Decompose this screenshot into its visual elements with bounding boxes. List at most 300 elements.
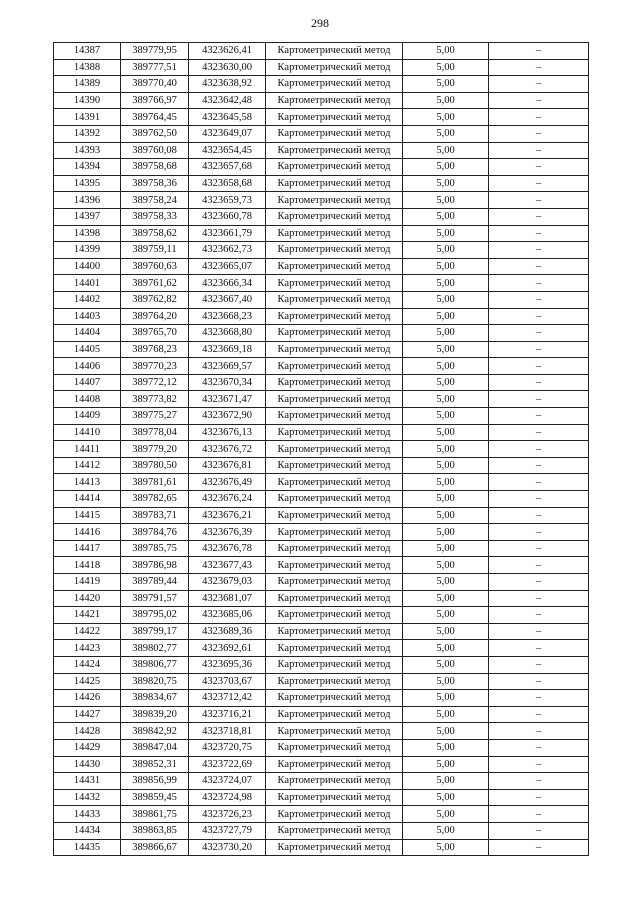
point-number-cell: 14411 bbox=[54, 441, 121, 458]
method-cell: Картометрический метод bbox=[266, 374, 403, 391]
table-row bbox=[54, 640, 589, 657]
x-coordinate-cell: 389758,68 bbox=[121, 159, 189, 176]
accuracy-cell: 5,00 bbox=[403, 208, 489, 225]
method-cell: Картометрический метод bbox=[266, 341, 403, 358]
method-cell: Картометрический метод bbox=[266, 358, 403, 375]
table-row bbox=[54, 225, 589, 242]
method-cell: Картометрический метод bbox=[266, 723, 403, 740]
note-cell: – bbox=[489, 590, 589, 607]
y-coordinate-cell: 4323667,40 bbox=[189, 291, 266, 308]
note-cell: – bbox=[489, 723, 589, 740]
table-row bbox=[54, 590, 589, 607]
note-cell: – bbox=[489, 640, 589, 657]
y-coordinate-cell: 4323626,41 bbox=[189, 43, 266, 60]
table-row bbox=[54, 291, 589, 308]
coordinates-table bbox=[53, 42, 589, 856]
x-coordinate-cell: 389820,75 bbox=[121, 673, 189, 690]
method-cell: Картометрический метод bbox=[266, 142, 403, 159]
table-row bbox=[54, 258, 589, 275]
y-coordinate-cell: 4323662,73 bbox=[189, 242, 266, 259]
y-coordinate-cell: 4323724,98 bbox=[189, 789, 266, 806]
note-cell: – bbox=[489, 690, 589, 707]
note-cell: – bbox=[489, 457, 589, 474]
method-cell: Картометрический метод bbox=[266, 524, 403, 541]
point-number-cell: 14418 bbox=[54, 557, 121, 574]
table-row bbox=[54, 358, 589, 375]
point-number-cell: 14388 bbox=[54, 59, 121, 76]
method-cell: Картометрический метод bbox=[266, 773, 403, 790]
method-cell: Картометрический метод bbox=[266, 175, 403, 192]
method-cell: Картометрический метод bbox=[266, 424, 403, 441]
point-number-cell: 14395 bbox=[54, 175, 121, 192]
note-cell: – bbox=[489, 358, 589, 375]
note-cell: – bbox=[489, 607, 589, 624]
x-coordinate-cell: 389764,20 bbox=[121, 308, 189, 325]
table-row bbox=[54, 706, 589, 723]
y-coordinate-cell: 4323645,58 bbox=[189, 109, 266, 126]
y-coordinate-cell: 4323676,21 bbox=[189, 507, 266, 524]
point-number-cell: 14428 bbox=[54, 723, 121, 740]
note-cell: – bbox=[489, 524, 589, 541]
accuracy-cell: 5,00 bbox=[403, 242, 489, 259]
x-coordinate-cell: 389766,97 bbox=[121, 92, 189, 109]
method-cell: Картометрический метод bbox=[266, 92, 403, 109]
y-coordinate-cell: 4323679,03 bbox=[189, 574, 266, 591]
x-coordinate-cell: 389772,12 bbox=[121, 374, 189, 391]
x-coordinate-cell: 389866,67 bbox=[121, 839, 189, 856]
x-coordinate-cell: 389863,85 bbox=[121, 822, 189, 839]
method-cell: Картометрический метод bbox=[266, 291, 403, 308]
x-coordinate-cell: 389775,27 bbox=[121, 408, 189, 425]
y-coordinate-cell: 4323657,68 bbox=[189, 159, 266, 176]
method-cell: Картометрический метод bbox=[266, 391, 403, 408]
y-coordinate-cell: 4323661,79 bbox=[189, 225, 266, 242]
method-cell: Картометрический метод bbox=[266, 192, 403, 209]
point-number-cell: 14426 bbox=[54, 690, 121, 707]
x-coordinate-cell: 389778,04 bbox=[121, 424, 189, 441]
y-coordinate-cell: 4323685,06 bbox=[189, 607, 266, 624]
accuracy-cell: 5,00 bbox=[403, 822, 489, 839]
note-cell: – bbox=[489, 258, 589, 275]
point-number-cell: 14414 bbox=[54, 491, 121, 508]
x-coordinate-cell: 389761,62 bbox=[121, 275, 189, 292]
point-number-cell: 14397 bbox=[54, 208, 121, 225]
table-row bbox=[54, 242, 589, 259]
y-coordinate-cell: 4323718,81 bbox=[189, 723, 266, 740]
note-cell: – bbox=[489, 408, 589, 425]
table-row bbox=[54, 275, 589, 292]
point-number-cell: 14431 bbox=[54, 773, 121, 790]
x-coordinate-cell: 389779,95 bbox=[121, 43, 189, 60]
x-coordinate-cell: 389779,20 bbox=[121, 441, 189, 458]
accuracy-cell: 5,00 bbox=[403, 424, 489, 441]
x-coordinate-cell: 389861,75 bbox=[121, 806, 189, 823]
x-coordinate-cell: 389770,40 bbox=[121, 76, 189, 93]
x-coordinate-cell: 389786,98 bbox=[121, 557, 189, 574]
accuracy-cell: 5,00 bbox=[403, 291, 489, 308]
method-cell: Картометрический метод bbox=[266, 457, 403, 474]
x-coordinate-cell: 389764,45 bbox=[121, 109, 189, 126]
point-number-cell: 14403 bbox=[54, 308, 121, 325]
x-coordinate-cell: 389760,63 bbox=[121, 258, 189, 275]
method-cell: Картометрический метод bbox=[266, 756, 403, 773]
point-number-cell: 14387 bbox=[54, 43, 121, 60]
table-row bbox=[54, 839, 589, 856]
table-row bbox=[54, 325, 589, 342]
point-number-cell: 14413 bbox=[54, 474, 121, 491]
table-row bbox=[54, 175, 589, 192]
method-cell: Картометрический метод bbox=[266, 125, 403, 142]
y-coordinate-cell: 4323712,42 bbox=[189, 690, 266, 707]
x-coordinate-cell: 389852,31 bbox=[121, 756, 189, 773]
method-cell: Картометрический метод bbox=[266, 325, 403, 342]
accuracy-cell: 5,00 bbox=[403, 175, 489, 192]
table-row bbox=[54, 773, 589, 790]
table-row bbox=[54, 623, 589, 640]
y-coordinate-cell: 4323671,47 bbox=[189, 391, 266, 408]
y-coordinate-cell: 4323726,23 bbox=[189, 806, 266, 823]
y-coordinate-cell: 4323722,69 bbox=[189, 756, 266, 773]
table-row bbox=[54, 441, 589, 458]
table-row bbox=[54, 789, 589, 806]
accuracy-cell: 5,00 bbox=[403, 773, 489, 790]
note-cell: – bbox=[489, 43, 589, 60]
point-number-cell: 14393 bbox=[54, 142, 121, 159]
point-number-cell: 14417 bbox=[54, 540, 121, 557]
y-coordinate-cell: 4323716,21 bbox=[189, 706, 266, 723]
x-coordinate-cell: 389777,51 bbox=[121, 59, 189, 76]
note-cell: – bbox=[489, 159, 589, 176]
accuracy-cell: 5,00 bbox=[403, 358, 489, 375]
table-row bbox=[54, 723, 589, 740]
table-row bbox=[54, 109, 589, 126]
note-cell: – bbox=[489, 706, 589, 723]
point-number-cell: 14423 bbox=[54, 640, 121, 657]
point-number-cell: 14396 bbox=[54, 192, 121, 209]
accuracy-cell: 5,00 bbox=[403, 192, 489, 209]
accuracy-cell: 5,00 bbox=[403, 507, 489, 524]
x-coordinate-cell: 389782,65 bbox=[121, 491, 189, 508]
y-coordinate-cell: 4323676,24 bbox=[189, 491, 266, 508]
method-cell: Картометрический метод bbox=[266, 673, 403, 690]
accuracy-cell: 5,00 bbox=[403, 640, 489, 657]
x-coordinate-cell: 389783,71 bbox=[121, 507, 189, 524]
table-row bbox=[54, 192, 589, 209]
table-row bbox=[54, 391, 589, 408]
table-row bbox=[54, 208, 589, 225]
note-cell: – bbox=[489, 391, 589, 408]
note-cell: – bbox=[489, 623, 589, 640]
note-cell: – bbox=[489, 540, 589, 557]
note-cell: – bbox=[489, 557, 589, 574]
y-coordinate-cell: 4323676,78 bbox=[189, 540, 266, 557]
accuracy-cell: 5,00 bbox=[403, 474, 489, 491]
y-coordinate-cell: 4323669,18 bbox=[189, 341, 266, 358]
method-cell: Картометрический метод bbox=[266, 59, 403, 76]
point-number-cell: 14429 bbox=[54, 739, 121, 756]
accuracy-cell: 5,00 bbox=[403, 590, 489, 607]
x-coordinate-cell: 389785,75 bbox=[121, 540, 189, 557]
note-cell: – bbox=[489, 242, 589, 259]
note-cell: – bbox=[489, 822, 589, 839]
note-cell: – bbox=[489, 773, 589, 790]
accuracy-cell: 5,00 bbox=[403, 839, 489, 856]
y-coordinate-cell: 4323677,43 bbox=[189, 557, 266, 574]
x-coordinate-cell: 389806,77 bbox=[121, 656, 189, 673]
method-cell: Картометрический метод bbox=[266, 607, 403, 624]
x-coordinate-cell: 389791,57 bbox=[121, 590, 189, 607]
accuracy-cell: 5,00 bbox=[403, 142, 489, 159]
y-coordinate-cell: 4323689,36 bbox=[189, 623, 266, 640]
note-cell: – bbox=[489, 175, 589, 192]
accuracy-cell: 5,00 bbox=[403, 789, 489, 806]
table-row bbox=[54, 806, 589, 823]
note-cell: – bbox=[489, 491, 589, 508]
coordinates-table-body bbox=[54, 43, 589, 856]
y-coordinate-cell: 4323668,80 bbox=[189, 325, 266, 342]
method-cell: Картометрический метод bbox=[266, 706, 403, 723]
note-cell: – bbox=[489, 756, 589, 773]
point-number-cell: 14430 bbox=[54, 756, 121, 773]
accuracy-cell: 5,00 bbox=[403, 739, 489, 756]
y-coordinate-cell: 4323676,13 bbox=[189, 424, 266, 441]
table-row bbox=[54, 125, 589, 142]
x-coordinate-cell: 389842,92 bbox=[121, 723, 189, 740]
method-cell: Картометрический метод bbox=[266, 789, 403, 806]
point-number-cell: 14416 bbox=[54, 524, 121, 541]
y-coordinate-cell: 4323676,81 bbox=[189, 457, 266, 474]
method-cell: Картометрический метод bbox=[266, 225, 403, 242]
note-cell: – bbox=[489, 441, 589, 458]
note-cell: – bbox=[489, 59, 589, 76]
point-number-cell: 14391 bbox=[54, 109, 121, 126]
x-coordinate-cell: 389762,82 bbox=[121, 291, 189, 308]
point-number-cell: 14433 bbox=[54, 806, 121, 823]
accuracy-cell: 5,00 bbox=[403, 408, 489, 425]
x-coordinate-cell: 389839,20 bbox=[121, 706, 189, 723]
accuracy-cell: 5,00 bbox=[403, 308, 489, 325]
y-coordinate-cell: 4323695,36 bbox=[189, 656, 266, 673]
table-row bbox=[54, 92, 589, 109]
note-cell: – bbox=[489, 739, 589, 756]
accuracy-cell: 5,00 bbox=[403, 374, 489, 391]
table-row bbox=[54, 739, 589, 756]
accuracy-cell: 5,00 bbox=[403, 806, 489, 823]
point-number-cell: 14415 bbox=[54, 507, 121, 524]
accuracy-cell: 5,00 bbox=[403, 109, 489, 126]
table-row bbox=[54, 474, 589, 491]
method-cell: Картометрический метод bbox=[266, 408, 403, 425]
y-coordinate-cell: 4323638,92 bbox=[189, 76, 266, 93]
x-coordinate-cell: 389834,67 bbox=[121, 690, 189, 707]
x-coordinate-cell: 389859,45 bbox=[121, 789, 189, 806]
table-row bbox=[54, 540, 589, 557]
point-number-cell: 14435 bbox=[54, 839, 121, 856]
accuracy-cell: 5,00 bbox=[403, 275, 489, 292]
method-cell: Картометрический метод bbox=[266, 623, 403, 640]
method-cell: Картометрический метод bbox=[266, 491, 403, 508]
point-number-cell: 14401 bbox=[54, 275, 121, 292]
table-row bbox=[54, 76, 589, 93]
table-row bbox=[54, 524, 589, 541]
method-cell: Картометрический метод bbox=[266, 258, 403, 275]
point-number-cell: 14405 bbox=[54, 341, 121, 358]
table-row bbox=[54, 690, 589, 707]
method-cell: Картометрический метод bbox=[266, 109, 403, 126]
method-cell: Картометрический метод bbox=[266, 507, 403, 524]
point-number-cell: 14404 bbox=[54, 325, 121, 342]
accuracy-cell: 5,00 bbox=[403, 574, 489, 591]
accuracy-cell: 5,00 bbox=[403, 391, 489, 408]
y-coordinate-cell: 4323659,73 bbox=[189, 192, 266, 209]
table-row bbox=[54, 607, 589, 624]
point-number-cell: 14392 bbox=[54, 125, 121, 142]
point-number-cell: 14400 bbox=[54, 258, 121, 275]
note-cell: – bbox=[489, 76, 589, 93]
method-cell: Картометрический метод bbox=[266, 656, 403, 673]
point-number-cell: 14406 bbox=[54, 358, 121, 375]
note-cell: – bbox=[489, 656, 589, 673]
method-cell: Картометрический метод bbox=[266, 441, 403, 458]
x-coordinate-cell: 389760,08 bbox=[121, 142, 189, 159]
method-cell: Картометрический метод bbox=[266, 540, 403, 557]
x-coordinate-cell: 389758,36 bbox=[121, 175, 189, 192]
accuracy-cell: 5,00 bbox=[403, 92, 489, 109]
x-coordinate-cell: 389784,76 bbox=[121, 524, 189, 541]
point-number-cell: 14419 bbox=[54, 574, 121, 591]
point-number-cell: 14425 bbox=[54, 673, 121, 690]
note-cell: – bbox=[489, 341, 589, 358]
y-coordinate-cell: 4323720,75 bbox=[189, 739, 266, 756]
note-cell: – bbox=[489, 474, 589, 491]
method-cell: Картометрический метод bbox=[266, 76, 403, 93]
point-number-cell: 14407 bbox=[54, 374, 121, 391]
note-cell: – bbox=[489, 574, 589, 591]
table-row bbox=[54, 574, 589, 591]
x-coordinate-cell: 389758,24 bbox=[121, 192, 189, 209]
table-row bbox=[54, 408, 589, 425]
point-number-cell: 14424 bbox=[54, 656, 121, 673]
point-number-cell: 14432 bbox=[54, 789, 121, 806]
point-number-cell: 14420 bbox=[54, 590, 121, 607]
note-cell: – bbox=[489, 225, 589, 242]
accuracy-cell: 5,00 bbox=[403, 690, 489, 707]
point-number-cell: 14434 bbox=[54, 822, 121, 839]
accuracy-cell: 5,00 bbox=[403, 723, 489, 740]
y-coordinate-cell: 4323676,39 bbox=[189, 524, 266, 541]
y-coordinate-cell: 4323692,61 bbox=[189, 640, 266, 657]
accuracy-cell: 5,00 bbox=[403, 524, 489, 541]
point-number-cell: 14412 bbox=[54, 457, 121, 474]
x-coordinate-cell: 389802,77 bbox=[121, 640, 189, 657]
accuracy-cell: 5,00 bbox=[403, 673, 489, 690]
point-number-cell: 14394 bbox=[54, 159, 121, 176]
table-row bbox=[54, 457, 589, 474]
table-row bbox=[54, 142, 589, 159]
accuracy-cell: 5,00 bbox=[403, 76, 489, 93]
point-number-cell: 14389 bbox=[54, 76, 121, 93]
y-coordinate-cell: 4323665,07 bbox=[189, 258, 266, 275]
table-row bbox=[54, 822, 589, 839]
point-number-cell: 14409 bbox=[54, 408, 121, 425]
point-number-cell: 14422 bbox=[54, 623, 121, 640]
accuracy-cell: 5,00 bbox=[403, 258, 489, 275]
table-row bbox=[54, 374, 589, 391]
note-cell: – bbox=[489, 109, 589, 126]
method-cell: Картометрический метод bbox=[266, 574, 403, 591]
point-number-cell: 14427 bbox=[54, 706, 121, 723]
point-number-cell: 14399 bbox=[54, 242, 121, 259]
note-cell: – bbox=[489, 374, 589, 391]
table-row bbox=[54, 656, 589, 673]
table-row bbox=[54, 507, 589, 524]
y-coordinate-cell: 4323654,45 bbox=[189, 142, 266, 159]
accuracy-cell: 5,00 bbox=[403, 656, 489, 673]
table-row bbox=[54, 557, 589, 574]
x-coordinate-cell: 389847,04 bbox=[121, 739, 189, 756]
accuracy-cell: 5,00 bbox=[403, 491, 489, 508]
table-row bbox=[54, 424, 589, 441]
x-coordinate-cell: 389765,70 bbox=[121, 325, 189, 342]
x-coordinate-cell: 389768,23 bbox=[121, 341, 189, 358]
note-cell: – bbox=[489, 507, 589, 524]
accuracy-cell: 5,00 bbox=[403, 325, 489, 342]
method-cell: Картометрический метод bbox=[266, 739, 403, 756]
y-coordinate-cell: 4323658,68 bbox=[189, 175, 266, 192]
y-coordinate-cell: 4323727,79 bbox=[189, 822, 266, 839]
method-cell: Картометрический метод bbox=[266, 806, 403, 823]
point-number-cell: 14402 bbox=[54, 291, 121, 308]
accuracy-cell: 5,00 bbox=[403, 557, 489, 574]
accuracy-cell: 5,00 bbox=[403, 441, 489, 458]
accuracy-cell: 5,00 bbox=[403, 457, 489, 474]
method-cell: Картометрический метод bbox=[266, 839, 403, 856]
accuracy-cell: 5,00 bbox=[403, 225, 489, 242]
y-coordinate-cell: 4323649,07 bbox=[189, 125, 266, 142]
point-number-cell: 14421 bbox=[54, 607, 121, 624]
table-row bbox=[54, 59, 589, 76]
accuracy-cell: 5,00 bbox=[403, 607, 489, 624]
x-coordinate-cell: 389781,61 bbox=[121, 474, 189, 491]
accuracy-cell: 5,00 bbox=[403, 125, 489, 142]
x-coordinate-cell: 389789,44 bbox=[121, 574, 189, 591]
x-coordinate-cell: 389758,62 bbox=[121, 225, 189, 242]
accuracy-cell: 5,00 bbox=[403, 59, 489, 76]
method-cell: Картометрический метод bbox=[266, 43, 403, 60]
method-cell: Картометрический метод bbox=[266, 690, 403, 707]
x-coordinate-cell: 389758,33 bbox=[121, 208, 189, 225]
note-cell: – bbox=[489, 192, 589, 209]
page-number: 298 bbox=[311, 16, 329, 30]
x-coordinate-cell: 389770,23 bbox=[121, 358, 189, 375]
note-cell: – bbox=[489, 424, 589, 441]
note-cell: – bbox=[489, 275, 589, 292]
method-cell: Картометрический метод bbox=[266, 822, 403, 839]
y-coordinate-cell: 4323676,49 bbox=[189, 474, 266, 491]
y-coordinate-cell: 4323668,23 bbox=[189, 308, 266, 325]
note-cell: – bbox=[489, 142, 589, 159]
table-row bbox=[54, 308, 589, 325]
accuracy-cell: 5,00 bbox=[403, 341, 489, 358]
method-cell: Картометрический метод bbox=[266, 275, 403, 292]
table-row bbox=[54, 673, 589, 690]
method-cell: Картометрический метод bbox=[266, 557, 403, 574]
note-cell: – bbox=[489, 208, 589, 225]
y-coordinate-cell: 4323670,34 bbox=[189, 374, 266, 391]
table-row bbox=[54, 341, 589, 358]
note-cell: – bbox=[489, 789, 589, 806]
accuracy-cell: 5,00 bbox=[403, 706, 489, 723]
